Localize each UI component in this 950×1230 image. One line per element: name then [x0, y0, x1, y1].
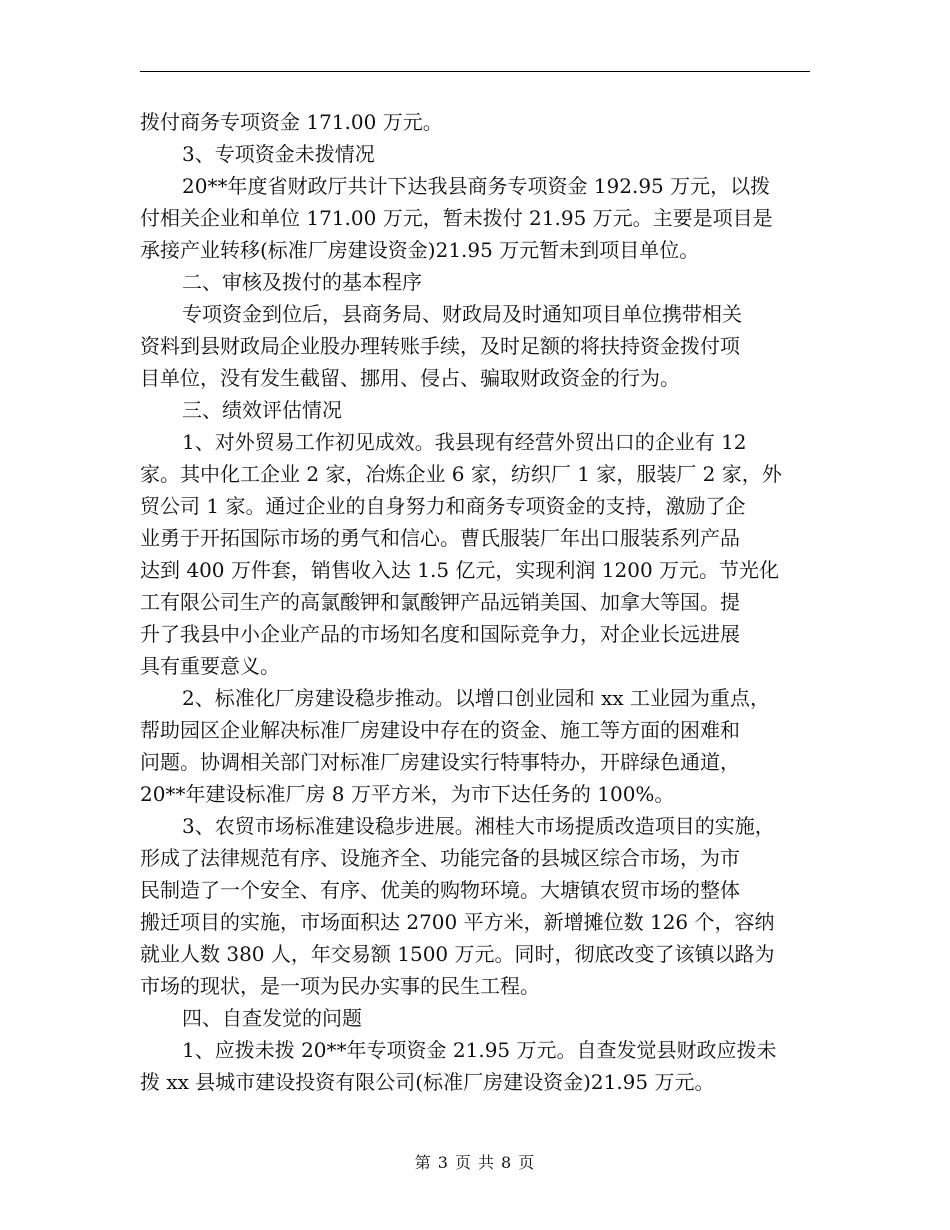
page-word: 页 — [454, 1153, 472, 1172]
body-line: 帮助园区企业解决标准厂房建设中存在的资金、施工等方面的困难和 — [140, 718, 740, 742]
body-line: 资料到县财政局企业股办理转账手续，及时足额的将扶持资金拨付项 — [140, 334, 740, 358]
body-line: 民制造了一个安全、有序、优美的购物环境。大塘镇农贸市场的整体 — [140, 878, 740, 902]
body-line: 家。其中化工企业 2 家，冶炼企业 6 家，纺织厂 1 家，服装厂 2 家，外 — [140, 462, 782, 486]
current-page-number: 3 — [437, 1153, 449, 1172]
body-line: 升了我县中小企业产品的市场知名度和国际竞争力，对企业长远进展 — [140, 622, 740, 646]
body-line: 20**年度省财政厅共计下达我县商务专项资金 192.95 万元，以拨 — [182, 174, 771, 198]
body-line: 1、对外贸易工作初见成效。我县现有经营外贸出口的企业有 12 — [182, 430, 747, 454]
body-line: 就业人数 380 人，年交易额 1500 万元。同时，彻底改变了该镇以路为 — [140, 942, 775, 966]
body-line: 形成了法律规范有序、设施齐全、功能完备的县城区综合市场，为市 — [140, 846, 740, 870]
body-line: 付相关企业和单位 171.00 万元，暂未拨付 21.95 万元。主要是项目是 — [140, 206, 773, 230]
body-line: 问题。协调相关部门对标准厂房建设实行特事特办，开辟绿色通道， — [140, 750, 740, 774]
body-line: 1、应拨未拨 20**年专项资金 21.95 万元。自查发觉县财政应拨未 — [182, 1038, 777, 1062]
body-line: 搬迁项目的实施，市场面积达 2700 平方米，新增摊位数 126 个，容纳 — [140, 910, 775, 934]
body-line: 专项资金到位后，县商务局、财政局及时通知项目单位携带相关 — [182, 302, 742, 326]
body-line: 3、农贸市场标准建设稳步进展。湘桂大市场提质改造项目的实施， — [182, 814, 775, 838]
page-word-end: 页 — [518, 1153, 536, 1172]
body-line: 贸公司 1 家。通过企业的自身努力和商务专项资金的支持，激励了企 — [140, 494, 746, 518]
section-heading: 三、绩效评估情况 — [182, 398, 342, 422]
body-line: 2、标准化厂房建设稳步推动。以增口创业园和 xx 工业园为重点， — [182, 686, 770, 710]
section-heading: 二、审核及拨付的基本程序 — [182, 270, 422, 294]
body-line: 工有限公司生产的高氯酸钾和氯酸钾产品远销美国、加拿大等国。提 — [140, 590, 740, 614]
total-page-count: 8 — [501, 1153, 513, 1172]
section-heading: 四、自查发觉的问题 — [182, 1006, 362, 1030]
section-heading: 3、专项资金未拨情况 — [182, 142, 375, 166]
body-line: 拨付商务专项资金 171.00 万元。 — [140, 110, 443, 134]
body-line: 市场的现状，是一项为民办实事的民生工程。 — [140, 974, 540, 998]
document-body — [140, 106, 810, 1098]
body-line: 承接产业转移(标准厂房建设资金)21.95 万元暂未到项目单位。 — [140, 238, 700, 262]
body-line: 达到 400 万件套，销售收入达 1.5 亿元，实现利润 1200 万元。节光化 — [140, 558, 780, 582]
body-line: 拨 xx 县城市建设投资有限公司(标准厂房建设资金)21.95 万元。 — [140, 1070, 715, 1094]
body-line: 业勇于开拓国际市场的勇气和信心。曹氏服装厂年出口服装系列产品 — [140, 526, 740, 550]
total-prefix: 共 — [478, 1153, 496, 1172]
body-line: 具有重要意义。 — [140, 654, 280, 678]
body-line: 20**年建设标准厂房 8 万平方米，为市下达任务的 100%。 — [140, 782, 675, 806]
page-footer — [0, 1152, 950, 1174]
page-prefix: 第 — [414, 1153, 432, 1172]
body-line: 目单位，没有发生截留、挪用、侵占、骗取财政资金的行为。 — [140, 366, 680, 390]
header-rule — [140, 71, 810, 72]
